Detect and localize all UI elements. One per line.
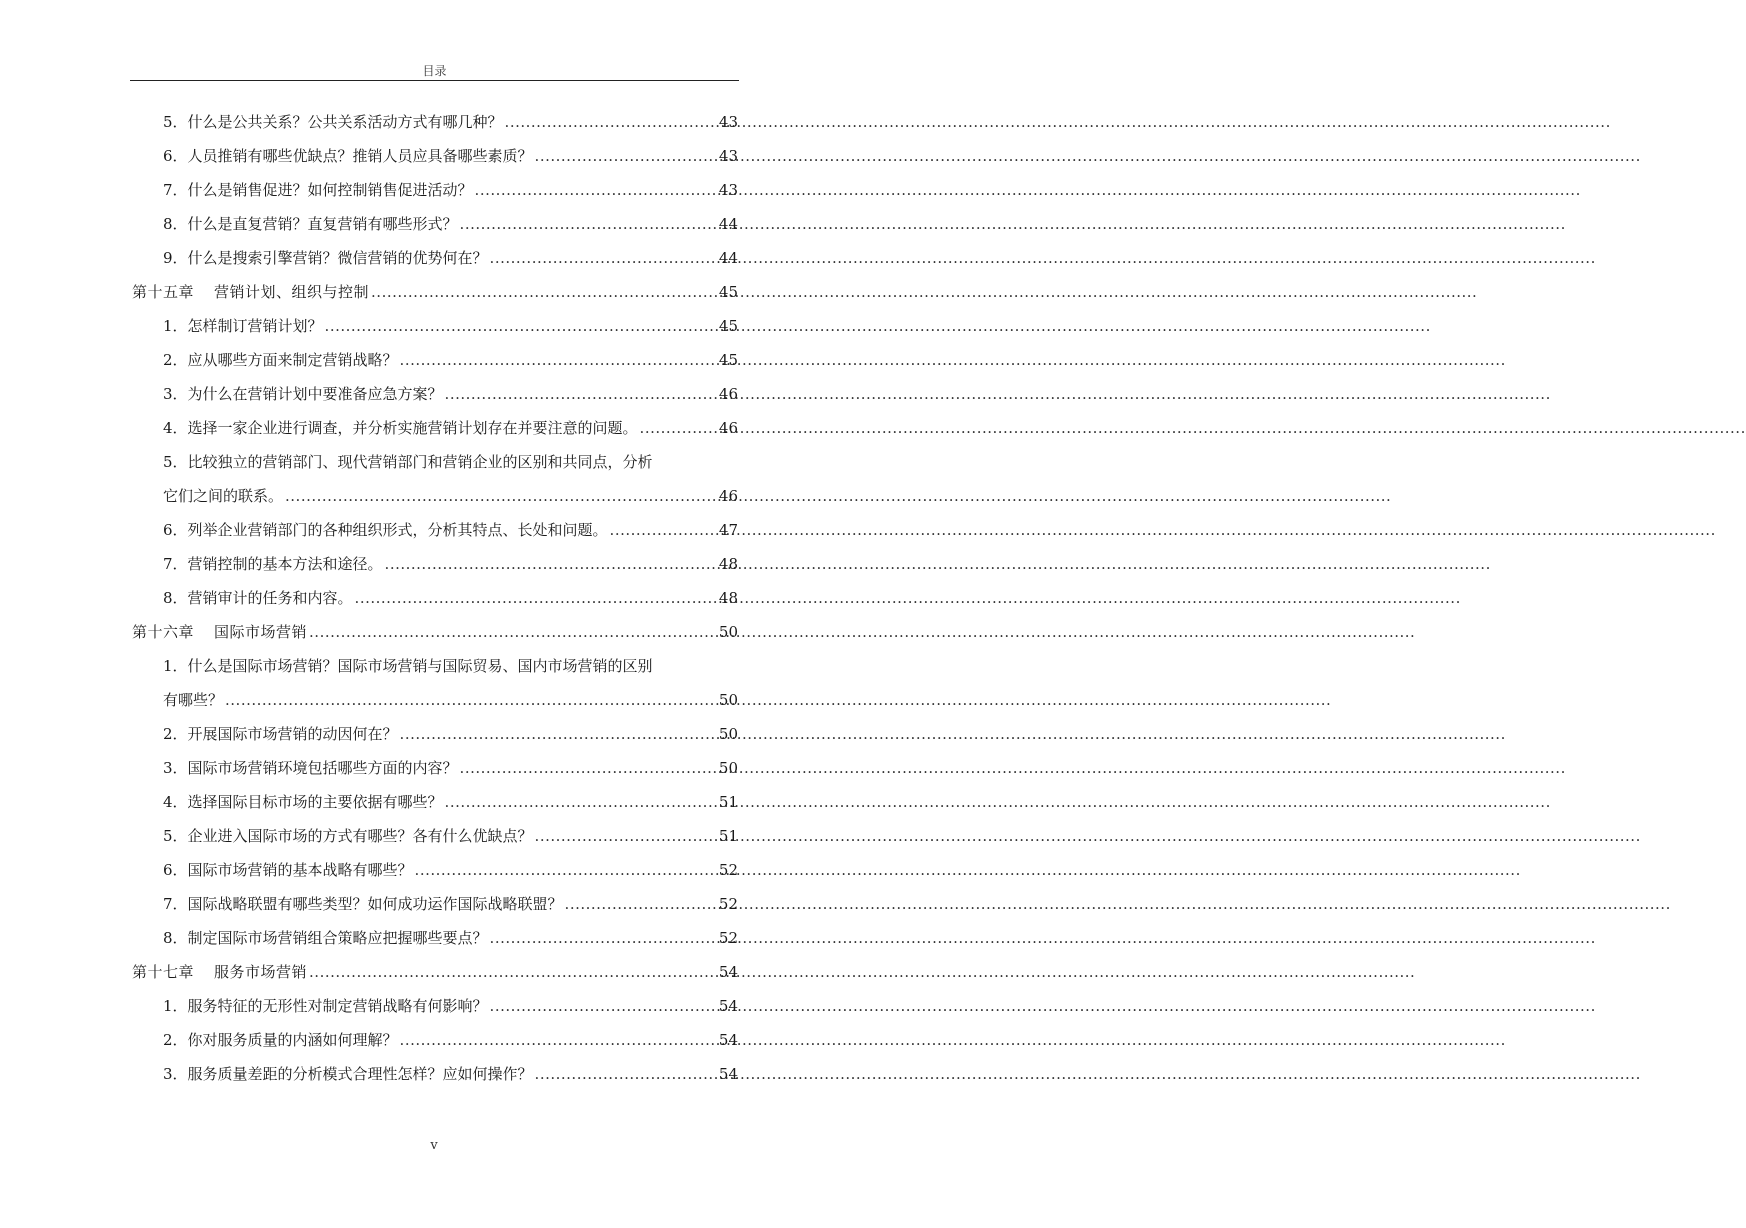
toc-entry-text: 7．营销控制的基本方法和途径。 — [163, 555, 383, 573]
dot-leader — [505, 105, 717, 139]
toc-page-number: 52 — [718, 895, 738, 913]
toc-page-number: 45 — [718, 283, 738, 301]
running-head: 目录 — [422, 64, 447, 78]
chapter-label: 第十五章 — [132, 283, 195, 301]
toc-entry — [130, 785, 738, 819]
dot-leader — [565, 887, 717, 921]
dot-leader — [225, 683, 717, 717]
toc-entry-text: 9．什么是搜索引擎营销？微信营销的优势何在？ — [163, 249, 488, 267]
toc-page-number: 52 — [718, 929, 738, 947]
toc-chapter-heading — [130, 615, 738, 649]
toc-entry-text: 3．服务质量差距的分析模式合理性怎样？应如何操作？ — [163, 1065, 533, 1083]
toc-page-number: 43 — [718, 147, 738, 165]
toc-entry-text: 2．应从哪些方面来制定营销战略？ — [163, 351, 398, 369]
dot-leader — [460, 207, 717, 241]
chapter-label: 第十六章 — [132, 623, 195, 641]
dot-leader — [355, 581, 717, 615]
dot-leader — [285, 479, 717, 513]
toc-entry — [130, 513, 738, 547]
toc-entry — [130, 1023, 738, 1057]
toc-entry-text: 6．列举企业营销部门的各种组织形式，分析其特点、长处和问题。 — [163, 521, 608, 539]
toc-entry — [130, 921, 738, 955]
toc-page-number: 51 — [718, 827, 738, 845]
toc-entry — [130, 479, 738, 513]
toc-entry-text: 有哪些？ — [163, 691, 224, 709]
dot-leader — [371, 275, 717, 309]
toc-page-number: 45 — [718, 317, 738, 335]
toc-entry — [130, 173, 738, 207]
dot-leader — [535, 139, 717, 173]
toc-page-number: 44 — [718, 215, 738, 233]
toc-page-number: 48 — [718, 589, 738, 607]
toc-entry — [130, 989, 738, 1023]
toc-entry — [130, 343, 738, 377]
dot-leader — [490, 241, 717, 275]
toc-page-number: 47 — [718, 521, 738, 539]
toc-entry — [130, 207, 738, 241]
toc-entry — [130, 411, 738, 445]
toc-entry — [130, 649, 738, 683]
toc-entry-text: 2．开展国际市场营销的动因何在？ — [163, 725, 398, 743]
dot-leader — [640, 411, 717, 445]
dot-leader — [400, 717, 717, 751]
toc-entry-text — [132, 615, 307, 649]
chapter-label: 第十七章 — [132, 963, 195, 981]
toc-entry-text — [132, 275, 369, 309]
toc-entry-text: 8．什么是直复营销？直复营销有哪些形式？ — [163, 215, 458, 233]
toc-page-number: 54 — [718, 997, 738, 1015]
toc-entry-text: 3．为什么在营销计划中要准备应急方案？ — [163, 385, 443, 403]
toc-entry — [130, 1057, 738, 1091]
toc-entry-text: 4．选择国际目标市场的主要依据有哪些？ — [163, 793, 443, 811]
dot-leader — [610, 513, 717, 547]
toc-entry-text: 1．服务特征的无形性对制定营销战略有何影响？ — [163, 997, 488, 1015]
toc-page-number: 50 — [718, 623, 738, 641]
toc-entry-text: 6．国际市场营销的基本战略有哪些？ — [163, 861, 413, 879]
toc-page-number: 54 — [718, 1065, 738, 1083]
toc-page-number: 52 — [718, 861, 738, 879]
toc-entry — [130, 309, 738, 343]
toc-entry-text: 8．制定国际市场营销组合策略应把握哪些要点？ — [163, 929, 488, 947]
toc-entry — [130, 751, 738, 785]
toc-entry-text: 1．什么是国际市场营销？国际市场营销与国际贸易、国内市场营销的区别 — [163, 657, 653, 675]
toc-entry-text: 4．选择一家企业进行调查，并分析实施营销计划存在并要注意的问题。 — [163, 419, 638, 437]
toc-page — [0, 0, 868, 1228]
chapter-title: 国际市场营销 — [214, 623, 308, 641]
toc-entry-text: 1．怎样制订营销计划？ — [163, 317, 323, 335]
chapter-title: 营销计划、组织与控制 — [214, 283, 370, 301]
toc-page-number: 50 — [718, 725, 738, 743]
toc-entry-text: 它们之间的联系。 — [163, 487, 284, 505]
toc-entry-text: 2．你对服务质量的内涵如何理解？ — [163, 1031, 398, 1049]
toc-entry — [130, 241, 738, 275]
dot-leader — [415, 853, 717, 887]
toc-entry-text: 8．营销审计的任务和内容。 — [163, 589, 353, 607]
toc-entry — [130, 717, 738, 751]
toc-entry-text: 6．人员推销有哪些优缺点？推销人员应具备哪些素质？ — [163, 147, 533, 165]
dot-leader — [490, 989, 717, 1023]
toc-page-number: 54 — [718, 1031, 738, 1049]
dot-leader — [535, 819, 717, 853]
dot-leader — [490, 921, 717, 955]
toc-entry — [130, 105, 738, 139]
toc-page-number: 45 — [718, 351, 738, 369]
toc-page-number: 43 — [718, 113, 738, 131]
toc-page-number: 46 — [718, 487, 738, 505]
toc-list — [130, 105, 738, 1091]
dot-leader — [400, 343, 717, 377]
toc-entry — [130, 445, 738, 479]
toc-entry — [130, 819, 738, 853]
toc-page-number: 46 — [718, 385, 738, 403]
toc-entry — [130, 139, 738, 173]
chapter-title: 服务市场营销 — [214, 963, 308, 981]
toc-entry — [130, 683, 738, 717]
toc-page-number: 43 — [718, 181, 738, 199]
dot-leader — [400, 1023, 717, 1057]
toc-entry-text: 5．企业进入国际市场的方式有哪些？各有什么优缺点？ — [163, 827, 533, 845]
dot-leader — [475, 173, 717, 207]
toc-page-number: 44 — [718, 249, 738, 267]
dot-leader — [460, 751, 717, 785]
toc-entry — [130, 853, 738, 887]
toc-page-number: 50 — [718, 759, 738, 777]
dot-leader — [309, 615, 717, 649]
toc-entry-text — [132, 955, 307, 989]
toc-page-number: 48 — [718, 555, 738, 573]
toc-entry — [130, 581, 738, 615]
toc-entry — [130, 887, 738, 921]
dot-leader — [309, 955, 717, 989]
dot-leader — [445, 377, 717, 411]
toc-entry-text: 7．什么是销售促进？如何控制销售促进活动？ — [163, 181, 473, 199]
toc-chapter-heading — [130, 955, 738, 989]
toc-page-number: 46 — [718, 419, 738, 437]
toc-page-number: 50 — [718, 691, 738, 709]
toc-page-number: 54 — [718, 963, 738, 981]
toc-page-number: 51 — [718, 793, 738, 811]
toc-chapter-heading — [130, 275, 738, 309]
dot-leader — [385, 547, 717, 581]
toc-entry — [130, 547, 738, 581]
dot-leader — [445, 785, 717, 819]
toc-entry-text: 7．国际战略联盟有哪些类型？如何成功运作国际战略联盟？ — [163, 895, 563, 913]
dot-leader — [325, 309, 717, 343]
header-rule — [130, 80, 739, 81]
toc-entry-text: 5．什么是公共关系？公共关系活动方式有哪几种？ — [163, 113, 503, 131]
toc-entry-text: 3．国际市场营销环境包括哪些方面的内容？ — [163, 759, 458, 777]
toc-entry-text: 5．比较独立的营销部门、现代营销部门和营销企业的区别和共同点，分析 — [163, 453, 653, 471]
dot-leader — [535, 1057, 717, 1091]
page-number: v — [430, 1138, 438, 1153]
toc-entry — [130, 377, 738, 411]
